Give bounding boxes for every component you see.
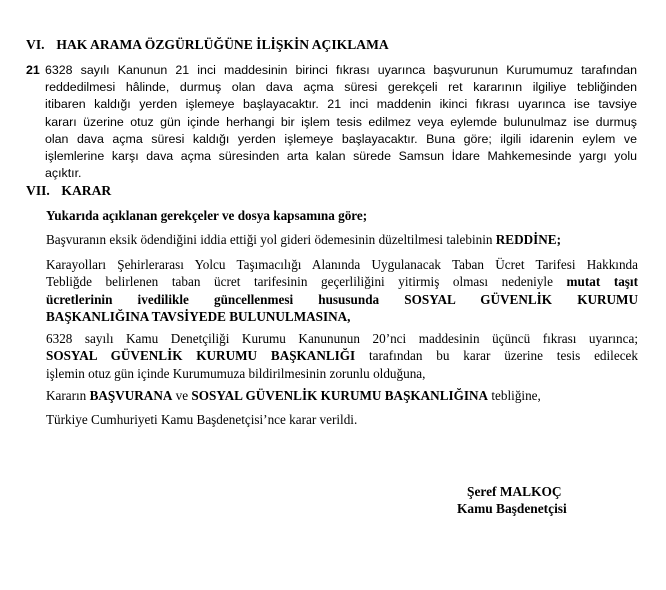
section-vii-title: KARAR — [61, 183, 112, 198]
paragraph-line: kararı üzerine otuz gün içinde herhangi bir işlem tesis edilmez veya eylemde bulunulmaz ise durmuş — [45, 114, 637, 129]
section-vi-number: VI. — [26, 37, 45, 52]
section-vi-heading — [26, 36, 389, 53]
decision-intro — [46, 207, 367, 224]
recommend-line-3: ücretlerinin ivedilikle güncellenmesi hususunda SOSYAL GÜVENLİK KURUMU — [46, 291, 638, 307]
signatory-name: Şeref MALKOÇ — [467, 484, 562, 499]
decision-notify-paragraph — [46, 330, 638, 382]
section-vii-heading — [26, 182, 111, 199]
service-text-3: tebliğine, — [488, 388, 541, 403]
recommend-line-2-text: Tebliğde belirlenen taban ücret tarifesinin geçerliliğini yitirmiş olması nedeniyle — [46, 274, 567, 290]
decision-service-paragraph — [46, 387, 541, 404]
service-bold-2: SOSYAL GÜVENLİK KURUMU BAŞKANLIĞINA — [191, 388, 489, 403]
decision-reject-paragraph — [46, 231, 561, 248]
service-text-2: ve — [172, 388, 192, 403]
paragraph-line: itibaren kaldığı yerden işlemeye başlayacaktır. 21 inci maddenin ikinci fıkrası uyarınca ise tavsiye — [45, 97, 637, 112]
notify-line-2-bold: SOSYAL GÜVENLİK KURUMU BAŞKANLIĞI — [46, 348, 356, 364]
paragraph-line: olan dava açma süresi kaldığı yerden işlemeye başlayacaktır. Buna göre; ilgili idarenin eylem ve — [45, 131, 637, 146]
notify-line-2-text: tarafından bu karar üzerine tesis edilecek — [355, 348, 639, 364]
section-vii-number: VII. — [26, 183, 50, 198]
closing-text: Türkiye Cumhuriyeti Kamu Başdenetçisi’nce karar verildi. — [46, 412, 358, 427]
service-bold-1: BAŞVURANA — [89, 388, 173, 403]
recommend-line-2 — [46, 273, 638, 290]
paragraph-line: açıktır. — [45, 166, 82, 181]
notify-line-3: işlemin otuz gün içinde Kurumumuza bildirilmesinin zorunlu olduğuna, — [46, 365, 426, 381]
reject-text: Başvuranın eksik ödendiğini iddia ettiği yol gideri ödemesinin düzeltilmesi talebinin — [46, 232, 496, 247]
reject-verdict: REDDİNE; — [495, 232, 561, 247]
recommend-line-2-bold: mutat taşıt — [566, 274, 638, 290]
decision-recommend-paragraph — [46, 256, 638, 326]
service-text-1: Kararın — [46, 388, 90, 403]
paragraph-line: reddedilmesi hâlinde, durmuş olan dava açma süresi gerekçeli ret kararının ilgiliye tebliğinden — [45, 80, 637, 95]
recommend-line-1: Karayolları Şehirlerarası Yolcu Taşımacılığı Alanında Uygulanacak Taban Ücret Tarifesi Hakkında — [46, 257, 638, 272]
section-vi-title: HAK ARAMA ÖZGÜRLÜĞÜNE İLİŞKİN AÇIKLAMA — [56, 37, 389, 52]
paragraph-number: 21 — [26, 63, 40, 77]
paragraph-line: 6328 sayılı Kanunun 21 inci maddesinin birinci fıkrası uyarınca başvurunun Kurumumuz tarafından — [45, 63, 637, 77]
decision-intro-text: Yukarıda açıklanan gerekçeler ve dosya kapsamına göre; — [46, 208, 368, 223]
notify-line-2 — [46, 347, 638, 364]
decision-closing-paragraph — [46, 411, 357, 428]
signatory-title: Kamu Başdenetçisi — [457, 501, 567, 516]
paragraph-line: işlemlerine karşı dava açma süresinden arta kalan sürede Samsun İdare Mahkemesinde yargı yolu — [45, 149, 637, 164]
section-vi-paragraph — [45, 62, 637, 182]
recommend-line-4: BAŞKANLIĞINA TAVSİYEDE BULUNULMASINA, — [46, 309, 351, 325]
notify-line-1: 6328 sayılı Kamu Denetçiliği Kurumu Kanununun 20’nci maddesinin üçüncü fıkrası uyarınca; — [46, 331, 638, 346]
